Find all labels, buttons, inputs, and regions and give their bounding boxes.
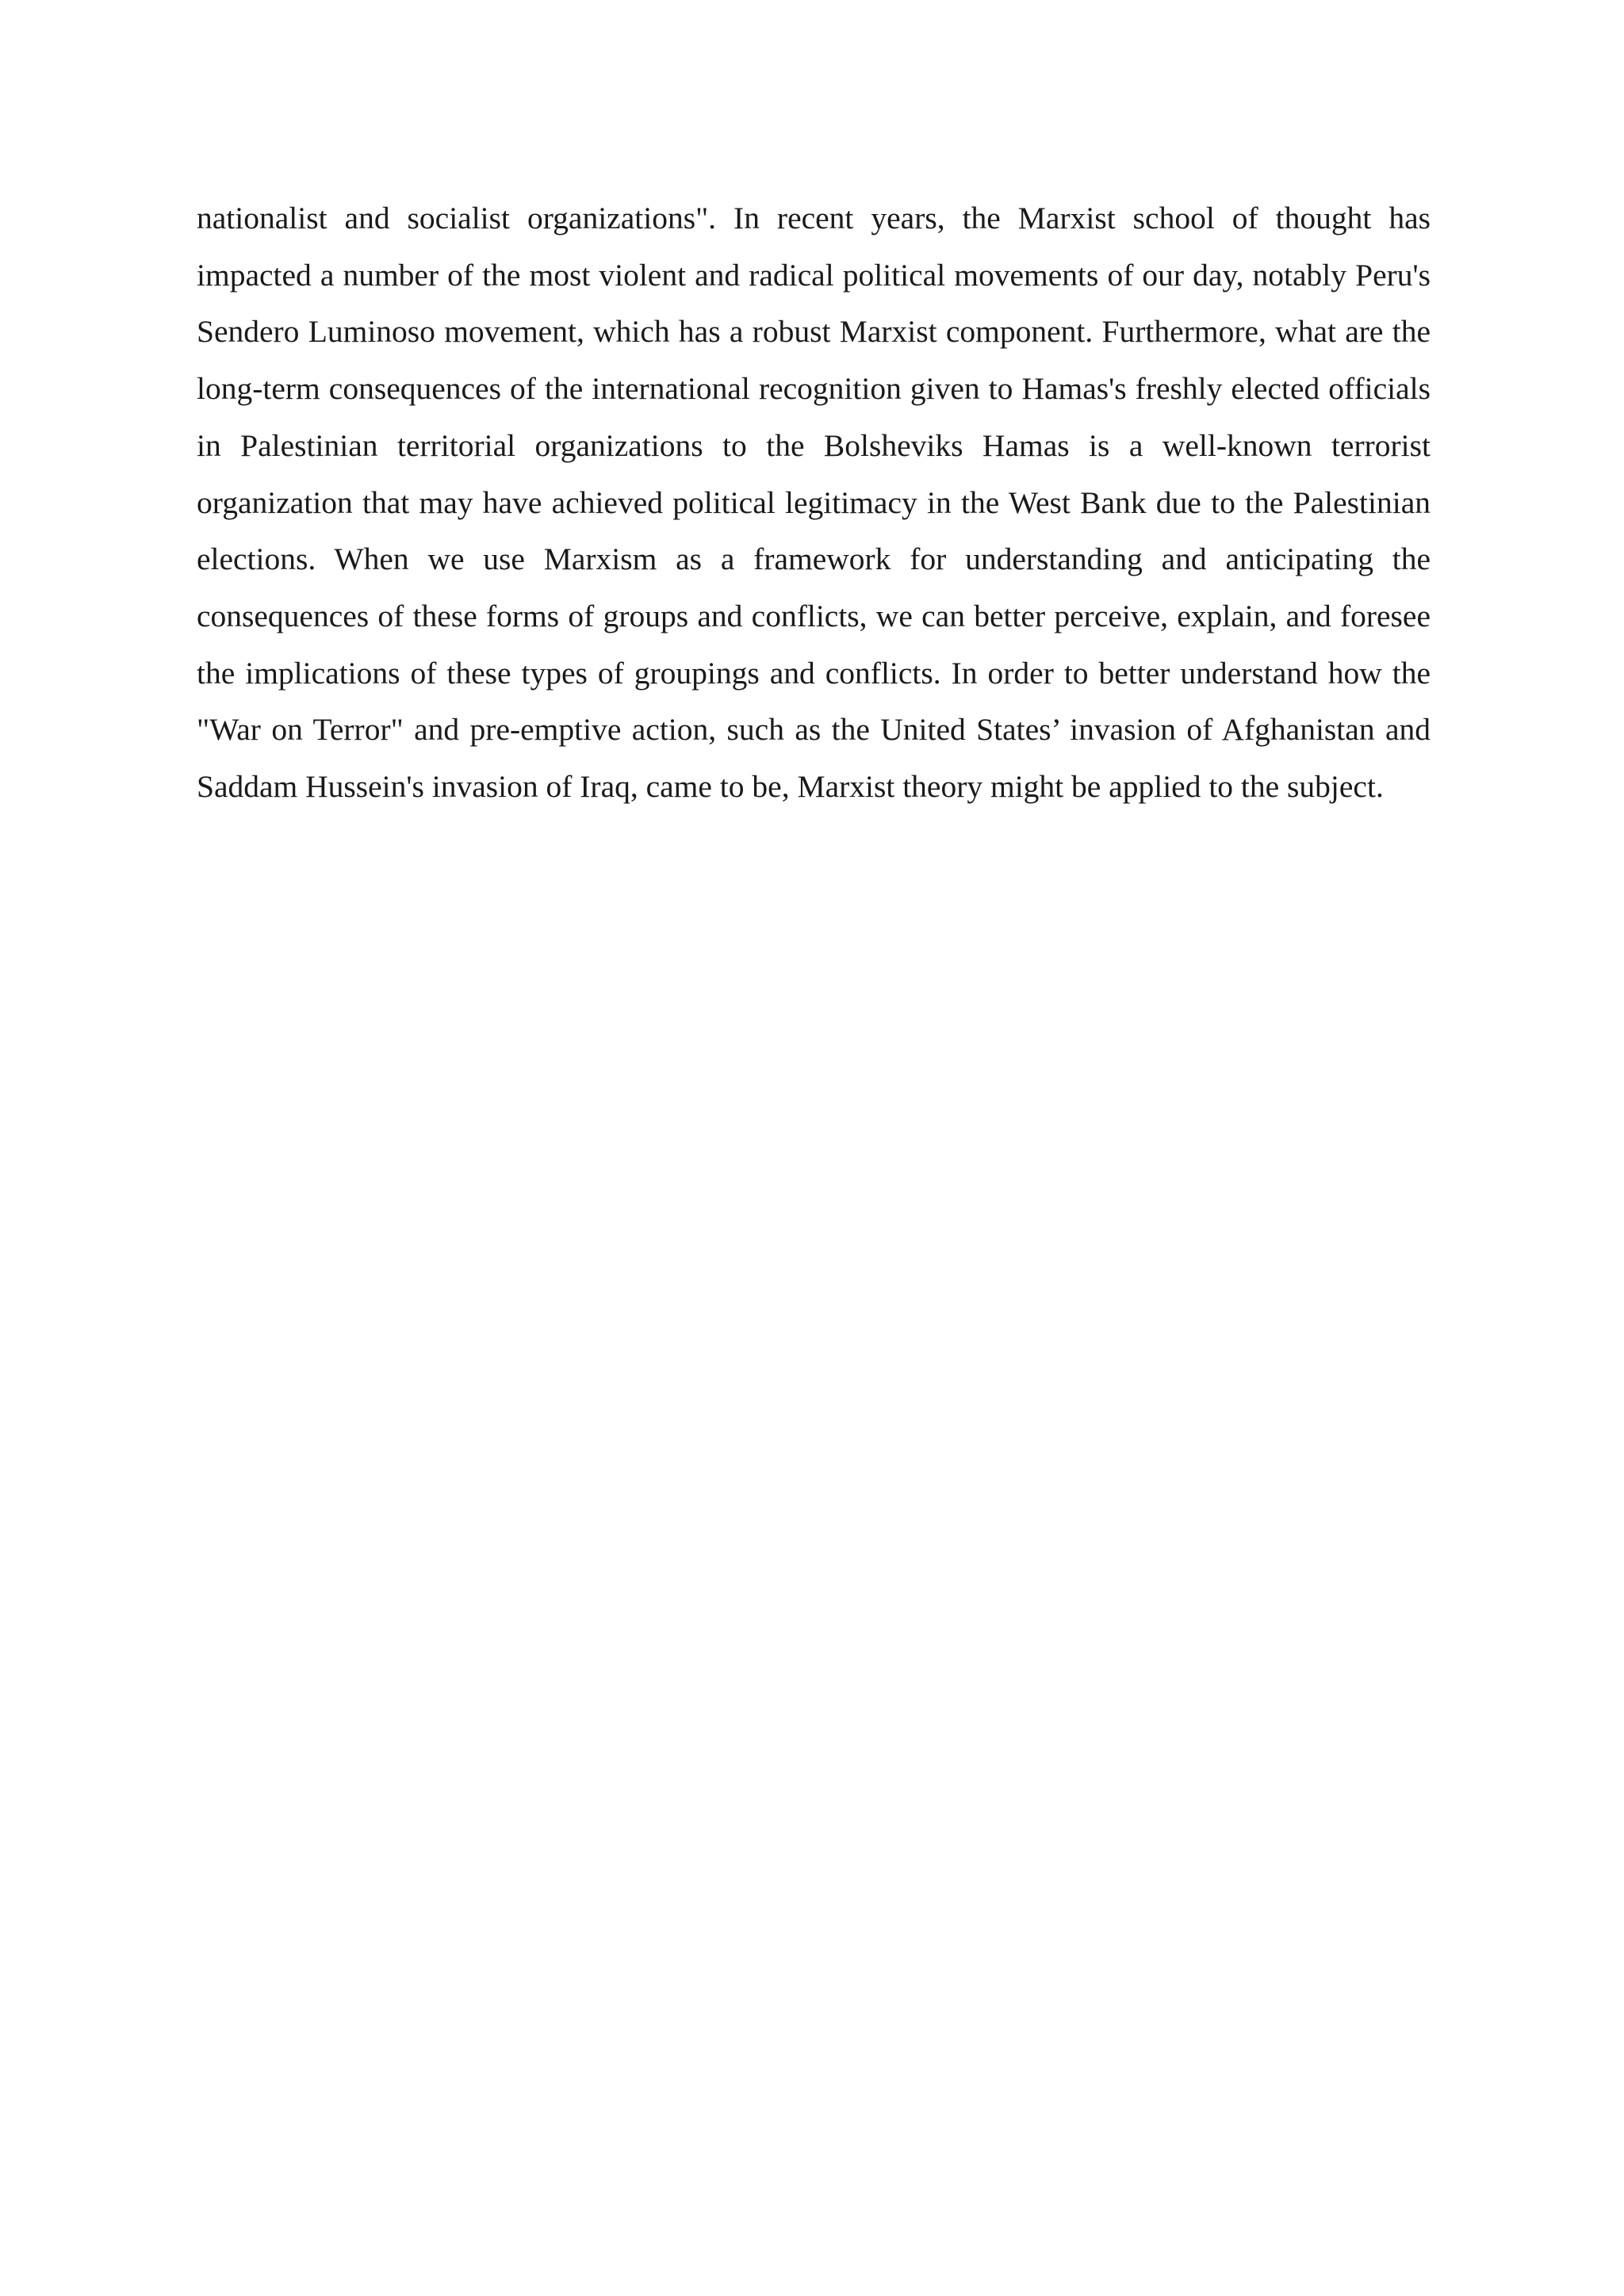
body-paragraph: nationalist and socialist organizations". In recent years, the Marxist school of thought has impacted a number of the most violent and radical political movements of our day, notably Peru's Sendero Luminoso movement, which has a robust Marxist component. Furthermore, what are the long-term consequences of the international recognition given to Hamas's freshly elected officials in Palestinian territorial organizations to the Bolsheviks Hamas is a well-known terrorist organization that may have achieved political legitimacy in the West Bank due to the Palestinian elections. When we use Marxism as a framework for understanding and anticipating the consequences of these forms of groups and conflicts, we can better perceive, explain, and foresee the implications of these types of groupings and conflicts. In order to better understand how the "War on Terror" and pre-emptive action, such as the United States’ invasion of Afghanistan and Saddam Hussein's invasion of Iraq, came to be, Marxist theory might be applied to the subject. <box>197 201 1431 805</box>
